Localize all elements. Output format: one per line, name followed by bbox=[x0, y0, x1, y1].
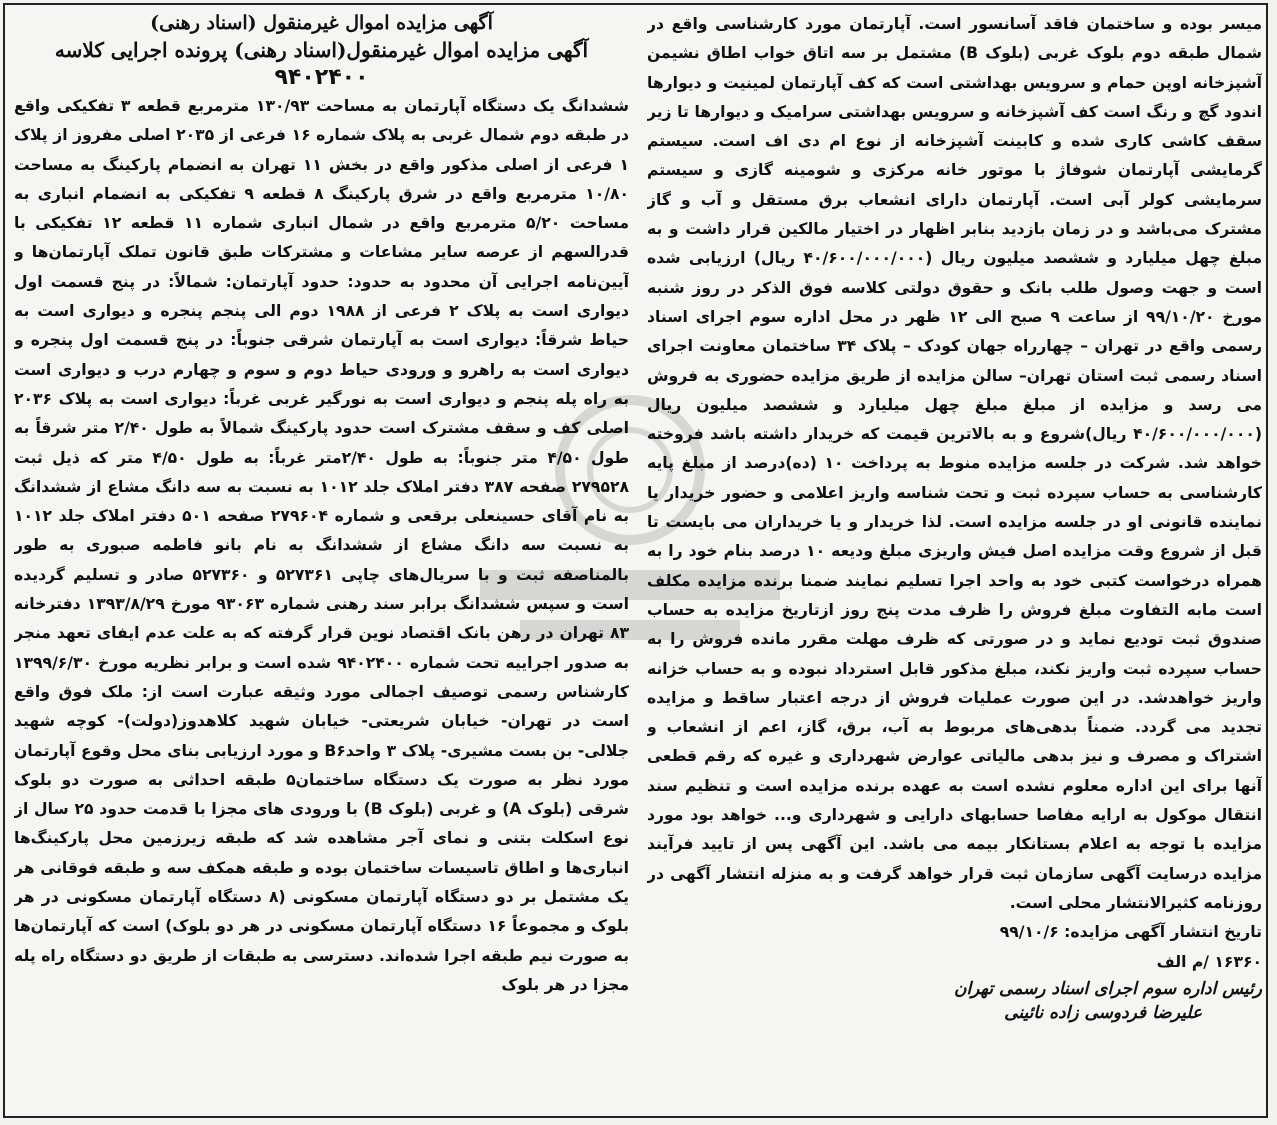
right-column bbox=[14, 10, 629, 1116]
file-number: ۹۴۰۲۴۰۰ bbox=[274, 65, 369, 90]
notice-code: ۱۶۳۶۰ /م الف bbox=[1156, 952, 1262, 971]
left-column bbox=[647, 10, 1262, 1116]
notice-title-line2: آگهی مزایده اموال غیرمنقول(اسناد رهنی) پرونده اجرایی کلاسه bbox=[54, 38, 589, 62]
right-column-body: ششدانگ یک دستگاه آپارتمان به مساحت ۱۳۰/۹۳ مترمربع قطعه ۳ تفکیکی واقع در طبقه دوم شمال غربی به پلاک شماره ۱۶ فرعی از ۲۰۳۵ اصلی مفروز از پلاک ۱ فرعی از اصلی مذکور واقع در بخش ۱۱ تهران به انضمام پارکینگ به مساحت ۱۰/۸۰ مترمربع واقع در شرق پارکینگ ۸ قطعه ۹ تفکیکی به انضمام انباری به مساحت ۵/۲۰ مترمربع واقع در شمال انباری شماره ۱۱ قطعه ۱۲ تفکیکی با قدرالسهم از عرصه سایر مشاعات و مشترکات طبق قانون تملک آپارتمان‌ها و آیین‌نامه اجرایی آن محدود به حدود: حدود آپارتمان: شمالاً: در پنج قسمت اول دیواری است به پلاک ۲ فرعی از ۱۹۸۸ دوم الی پنجم پنجره و دیواری است به حیاط شرقاً: دیواری است به آپارتمان شرقی جنوباً: در پنج قسمت اول پنجره و دیواری است به راهرو و ورودی حیاط دوم و سوم و چهارم درب و دیواری است به راه پله پنجم و دیواری است به نورگیر غربی غرباً: دیواری است به پلاک ۲۰۳۶ اصلی کف و سقف مشترک است حدود پارکینگ شمالاً به طول ۲/۴۰ متر شرقاً به طول ۴/۵۰ متر جنوباً: به طول ۲/۴۰متر غرباً: به طول ۴/۵۰ متر که ذیل ثبت ۲۷۹۵۲۸ صفحه ۳۸۷ دفتر املاک جلد ۱۰۱۲ به نسبت به سه دانگ مشاع از ششدانگ به نام آقای حسینعلی برقعی و شماره ۲۷۹۶۰۴ صفحه ۵۰۱ دفتر املاک جلد ۱۰۱۲ به نسبت سه دانگ مشاع از ششدانگ به نام بانو فاطمه صبوری به طور بالمناصفه ثبت و با سریال‌های چاپی ۵۲۷۳۶۱ و ۵۲۷۳۶۰ صادر و تسلیم گردیده است و سپس ششدانگ برابر سند رهنی شماره ۹۳۰۶۳ مورخ ۱۳۹۳/۸/۲۹ دفترخانه ۸۳ تهران در رهن بانک اقتصاد نوین قرار گرفته که به علت عدم ایفای تعهد منجر به صدور اجراییه تحت شماره ۹۴۰۲۴۰۰ شده است و برابر نظریه مورخ ۱۳۹۹/۶/۳۰ کارشناس رسمی توصیف اجمالی مورد وثیقه عبارت است از: ملک فوق واقع است در تهران- خیابان شریعتی- خیابان شهید کلاهدوز(دولت)- کوچه شهید جلالی- بن بست مشیری- پلاک ۳ واحدB۶ و مورد ارزیابی بنای محل وقوع آپارتمان مورد نظر به صورت یک دستگاه ساختمان۵ طبقه احداثی به صورت دو بلوک شرقی (بلوک A) و غربی (بلوک B) با ورودی های مجزا با قدمت حدود ۲۵ سال از نوع اسکلت بتنی و نمای آجر مشاهده شد که طبقه زیرزمین محل پارکینگ‌ها انباری‌ها و اطاق تاسیسات ساختمان بوده و طبقه همکف سه و طبقه فوقانی هر یک مشتمل بر دو دستگاه آپارتمان مسکونی (۸ دستگاه آپارتمان مسکونی در هر بلوک و مجموعاً ۱۶ دستگاه آپارتمان مسکونی در هر دو بلوک) است که آپارتمان‌ها به صورت نیم طبقه اجرا شده‌اند. دسترسی به طبقات از طریق دو دستگاه راه پله مجزا در هر بلوک bbox=[14, 97, 629, 994]
notice-page bbox=[14, 10, 1262, 1116]
notice-title-line1: آگهی مزایده اموال غیرمنقول (اسناد رهنی) bbox=[150, 12, 493, 34]
publish-date: تاریخ انتشار آگهی مزایده: ۹۹/۱۰/۶ bbox=[999, 923, 1262, 942]
left-column-body: میسر بوده و ساختمان فاقد آسانسور است. آپارتمان مورد کارشناسی واقع در شمال طبقه دوم بلوک غربی (بلوک B) مشتمل بر سه اتاق خواب اطاق نشیمن آشپزخانه اوپن حمام و سرویس بهداشتی است که کف آپارتمان لمینیت و دیوارها اندود گچ و رنگ است کف آشپزخانه و سرویس بهداشتی سرامیک و دیوارها تا زیر سقف کاشی کاری شده و کابینت آشپزخانه از نوع ام دی اف است. سیستم گرمایشی آپارتمان شوفاژ با موتور خانه مرکزی و شومینه گازی و سیستم سرمایشی کولر آبی است. آپارتمان دارای انشعاب برق مستقل و آب و گاز مشترک می‌باشد و در زمان بازدید بنابر اظهار در اختیار مالکین قرار داشت و به مبلغ چهل میلیارد و ششصد میلیون ریال (۴۰/۶۰۰/۰۰۰/۰۰۰ ریال) ارزیابی شده است و جهت وصول طلب بانک و حقوق دولتی کلاسه فوق الذکر در روز شنبه مورخ ۹۹/۱۰/۲۰ از ساعت ۹ صبح الی ۱۲ ظهر در محل اداره سوم اجرای اسناد رسمی واقع در تهران – چهارراه جهان کودک – پلاک ۳۴ ساختمان معاونت اجرای اسناد رسمی ثبت استان تهران– سالن مزایده از طریق مزایده حضوری به فروش می رسد و مزایده از مبلغ مبلغ چهل میلیارد و ششصد میلیون ریال (۴۰/۶۰۰/۰۰۰/۰۰۰ ریال)شروع و به بالاترین قیمت که خریدار داشته باشد فروخته خواهد شد. شرکت در جلسه مزایده منوط به پرداخت ۱۰ (ده)درصد از مبلغ پایه کارشناسی به حساب سپرده ثبت و تحت شناسه واریز اعلامی و حضور خریدار یا نماینده قانونی او در جلسه مزایده است. لذا خریدار و یا خریداران می بایست تا قبل از شروع وقت مزایده اصل فیش واریزی مبلغ ودیعه ۱۰ درصد بنام خود را به همراه درخواست کتبی خود به واحد اجرا تسلیم نمایند ضمنا برنده مزایده مکلف است مابه التفاوت مبلغ فروش را ظرف مدت پنج روز ازتاریخ مزایده به حساب صندوق ثبت تودیع نماید و در صورتی که ظرف مهلت مقرر مانده فروش را به حساب سپرده ثبت واریز نکند، مبلغ مذکور قابل استرداد نبوده و به حساب خزانه واریز خواهدشد. در این صورت عملیات فروش از درجه اعتبار ساقط و مزایده تجدید می گردد. ضمناً بدهی‌های مربوط به آب، برق، گاز، اعم از انشعاب و اشتراک و مصرف و نیز بدهی مالیاتی عوارض شهرداری و غیره که رقم قطعی آنها برای این اداره معلوم نشده است به عهده برنده مزایده است و تنظیم سند انتقال موکول به ارایه مفاصا حسابهای دارایی و شهرداری و... خواهد بود مورد مزایده با توجه به اعلام بستانکار بیمه می باشد. این آگهی پس از تایید فرآیند مزایده درسایت آگهی سازمان ثبت قرار خواهد گرفت و به منزله انتشار آگهی در روزنامه کثیرالانتشار محلی است. bbox=[647, 15, 1262, 912]
signature-name: علیرضا فردوسی زاده نائینی bbox=[1004, 1002, 1202, 1023]
signature-title: رئیس اداره سوم اجرای اسناد رسمی تهران bbox=[953, 978, 1262, 999]
